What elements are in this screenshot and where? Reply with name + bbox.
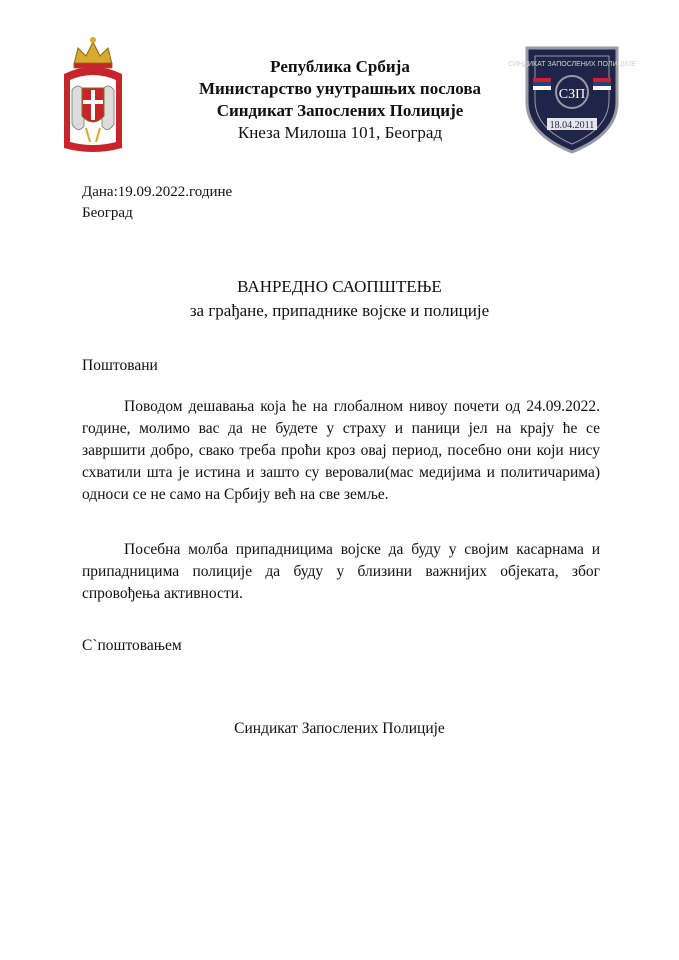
badge-date: 18.04.2011 xyxy=(549,120,595,131)
paragraph-2-text: Посебна молба припадницима војске да буду у својим касарнама и припадницима полиције да буду у близини важнијих објеката, због спровођења активности. xyxy=(82,541,600,602)
badge-abbr: СЗП xyxy=(558,87,586,102)
serbian-coat-of-arms-icon xyxy=(60,30,126,160)
date-line: Дана:19.09.2022.године xyxy=(82,184,233,200)
document-title xyxy=(82,275,597,323)
paragraph-1 xyxy=(82,396,600,506)
header-line-union: Синдикат Запослених Полиције xyxy=(216,101,464,120)
signature: Синдикат Запослених Полиције xyxy=(234,720,445,737)
title-subtitle: за грађане, припаднике војске и полиције xyxy=(189,301,490,320)
date-block xyxy=(82,182,232,224)
place-line: Београд xyxy=(82,205,133,221)
header-address: Кнеза Милоша 101, Београд xyxy=(237,123,443,142)
title-main: ВАНРЕДНО САОПШТЕЊЕ xyxy=(237,277,442,296)
badge-arc-text: СИНДИКАТ ЗАПОСЛЕНИХ ПОЛИЦИЈЕ xyxy=(508,61,636,68)
paragraph-1-text: Поводом дешавања која ће на глобалном нивоу почети од 24.09.2022. године, молимо вас да не будете у страху и паници јел на крају ће се завршити добро, свако треба проћи кроз овај период, посебно они који нису схватили шта је истина и зашто су веровали(мас медијима и политичарима) односи се не само на Србију већ на све земље. xyxy=(82,398,600,503)
greeting: Поштовани xyxy=(82,357,158,374)
letterhead xyxy=(130,56,550,144)
paragraph-2 xyxy=(82,539,600,605)
closing: С`поштовањем xyxy=(82,637,182,654)
header-line-ministry: Министарство унутрашњих послова xyxy=(198,79,482,98)
header-line-country: Република Србија xyxy=(270,57,410,76)
